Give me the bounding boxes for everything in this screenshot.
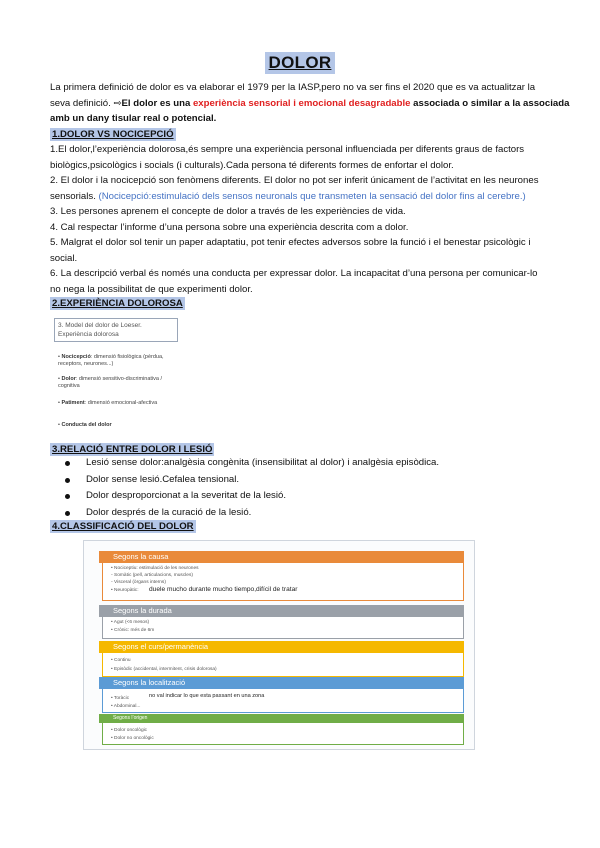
model-item-label: Patiment xyxy=(61,400,85,406)
section-1-heading: 1.DOLOR VS NOCICEPCIÓ xyxy=(52,129,174,140)
section-3-heading: 3.RELACIÓ ENTRE DOLOR I LESIÓ xyxy=(52,444,213,455)
bullet-dot-icon xyxy=(65,494,70,499)
bullet-list xyxy=(60,455,560,521)
model-item-desc: : dimensió emocional-afectiva xyxy=(84,400,158,406)
model-subtitle: Experiència dolorosa xyxy=(58,331,119,338)
category-line: • Abdominal... xyxy=(111,704,141,709)
list-item-text: Dolor sense lesió.Cefalea tensional. xyxy=(86,473,240,485)
s1-p2-l2-text: sensorials. xyxy=(50,190,99,202)
list-item xyxy=(60,455,560,472)
arrow-icon: ⇨ xyxy=(113,97,122,109)
category-line: • Episòdic (accidental, intermitent, crisis dolorosa) xyxy=(111,667,217,672)
s1-p1-l2: biològics,psicològics i socials (i culturals).Cada persona té diferents formes de enfortar el dolor. xyxy=(50,159,454,171)
s1-p2-l1: 2. El dolor i la nocicepció son fenòmens diferents. El dolor no pot ser inferit únicament de l’activitat en les neurones xyxy=(50,175,539,186)
model-item: • Nocicepció: dimensió fisiològica (pèrdua, receptors, neurones...) xyxy=(58,354,164,367)
category-line: • Continu xyxy=(111,658,131,663)
category-line: • Neuropàtic: xyxy=(111,588,139,593)
section-1-body xyxy=(50,142,570,297)
classification-diagram xyxy=(83,540,475,750)
category-line: • Crònic: més de 6m xyxy=(111,628,155,633)
category-line: • Nociceptiu: estimulació de les neurones xyxy=(111,566,199,571)
intro-line-2-bold-end: associada o similar a la associada xyxy=(410,97,570,109)
category-line: • Dolor oncològic xyxy=(111,728,148,733)
intro-line-2-bold: El dolor es una xyxy=(121,97,193,109)
bullet-dot-icon xyxy=(65,478,70,483)
section-4-heading: 4.CLASSIFICACIÓ DEL DOLOR xyxy=(52,521,194,532)
intro-highlight: experiència sensorial i emocional desagradable xyxy=(192,97,411,109)
list-item-text: Dolor després de la curació de la lesió. xyxy=(86,506,252,518)
bullet-dot-icon xyxy=(65,511,70,516)
nocicepcio-note: (Nocicepció:estimulació dels sensos neuronals que transmeten la sensació del dolor fins al cerebre.) xyxy=(98,190,526,202)
category-line: ◦ Visceral (òrgans interns) xyxy=(111,580,166,585)
s1-p6-l1: 6. La descripció verbal és només una conducta per expressar dolor. La incapacitat d’una persona per comunicar-lo xyxy=(50,268,538,279)
category-title-localitzacio: Segons la localització xyxy=(99,677,464,689)
category-line: ◦ Somàtic (pell, articulacions, muscles) xyxy=(111,573,193,578)
bullet-dot-icon xyxy=(65,461,70,466)
category-title-origen: Segons l’origen xyxy=(99,714,464,723)
s1-p6-l2: no nega la possibilitat de que experimenti dolor. xyxy=(50,283,253,295)
s1-p2-l2 xyxy=(50,189,570,205)
intro-line-3: amb un dany tisular real o potencial. xyxy=(50,113,217,124)
category-box-causa xyxy=(102,557,464,601)
category-title-causa: Segons la causa xyxy=(99,551,464,563)
list-item xyxy=(60,505,560,522)
title-wrap xyxy=(0,52,600,74)
s1-p5-l1: 5. Malgrat el dolor sol tenir un paper adaptatiu, pot tenir efectes adversos sobre la funció i el benestar psicològic i xyxy=(50,237,531,248)
category-title-durada: Segons la durada xyxy=(99,605,464,617)
model-item-label: Dolor xyxy=(61,376,76,382)
model-item: • Dolor: dimensió sensitivo-discriminativa / cognitiva xyxy=(58,376,163,389)
section-2-heading: 2.EXPERIÈNCIA DOLOROSA xyxy=(52,298,183,309)
intro-line-1: La primera definició de dolor es va elaborar el 1979 per la IASP,pero no va ser fins el 2020 que es va actualitzar la xyxy=(50,82,536,93)
s1-p5-l2: social. xyxy=(50,252,78,264)
model-item: • Patiment: dimensió emocional-afectiva xyxy=(58,400,158,406)
list-item-text: Dolor desproporcionat a la severitat de la lesió. xyxy=(86,490,286,501)
s1-p4: 4. Cal respectar l’informe d’una persona sobre una experiència descrita com a dolor. xyxy=(50,221,409,233)
list-item-text: Lesió sense dolor:analgèsia congènita (insensibilitat al dolor) i analgèsia episòdica. xyxy=(86,457,440,468)
intro-line-2 xyxy=(50,96,570,112)
category-annotation: no val indicar lo que esta passant en una zona xyxy=(149,693,265,699)
list-item xyxy=(60,472,560,489)
model-item-desc: : dimensió fisiològica (pèrdua, receptors, neurones...) xyxy=(58,354,164,367)
page-title: DOLOR xyxy=(265,52,336,74)
list-item xyxy=(60,488,560,505)
category-line: • Dolor no oncològic xyxy=(111,736,154,741)
loeser-model-image xyxy=(52,316,182,436)
intro-paragraph xyxy=(50,80,570,127)
model-title: 3. Model del dolor de Loeser. xyxy=(58,322,142,329)
model-item-label: Conducta del dolor xyxy=(61,422,112,428)
model-item: • Conducta del dolor xyxy=(58,422,112,428)
model-title-box xyxy=(54,318,178,342)
category-annotation: duele mucho durante mucho tiempo,difícil de tratar xyxy=(149,586,298,593)
category-line: • Toràcic xyxy=(111,696,130,701)
category-title-curs: Segons el curs/permanència xyxy=(99,641,464,653)
model-item-desc: : dimensió sensitivo-discriminativa / cognitiva xyxy=(58,376,163,389)
s1-p3: 3. Les persones aprenem el concepte de dolor a través de les experiències de vida. xyxy=(50,206,406,217)
category-line: • Agut (<6 mesos) xyxy=(111,620,150,625)
model-item-label: Nocicepció xyxy=(61,354,91,360)
s1-p1-l1: 1.El dolor,l’experiència dolorosa,és sempre una experiència personal influenciada per diferents graus de factors xyxy=(50,144,525,155)
intro-line-2-plain: seva definició. xyxy=(50,97,114,109)
